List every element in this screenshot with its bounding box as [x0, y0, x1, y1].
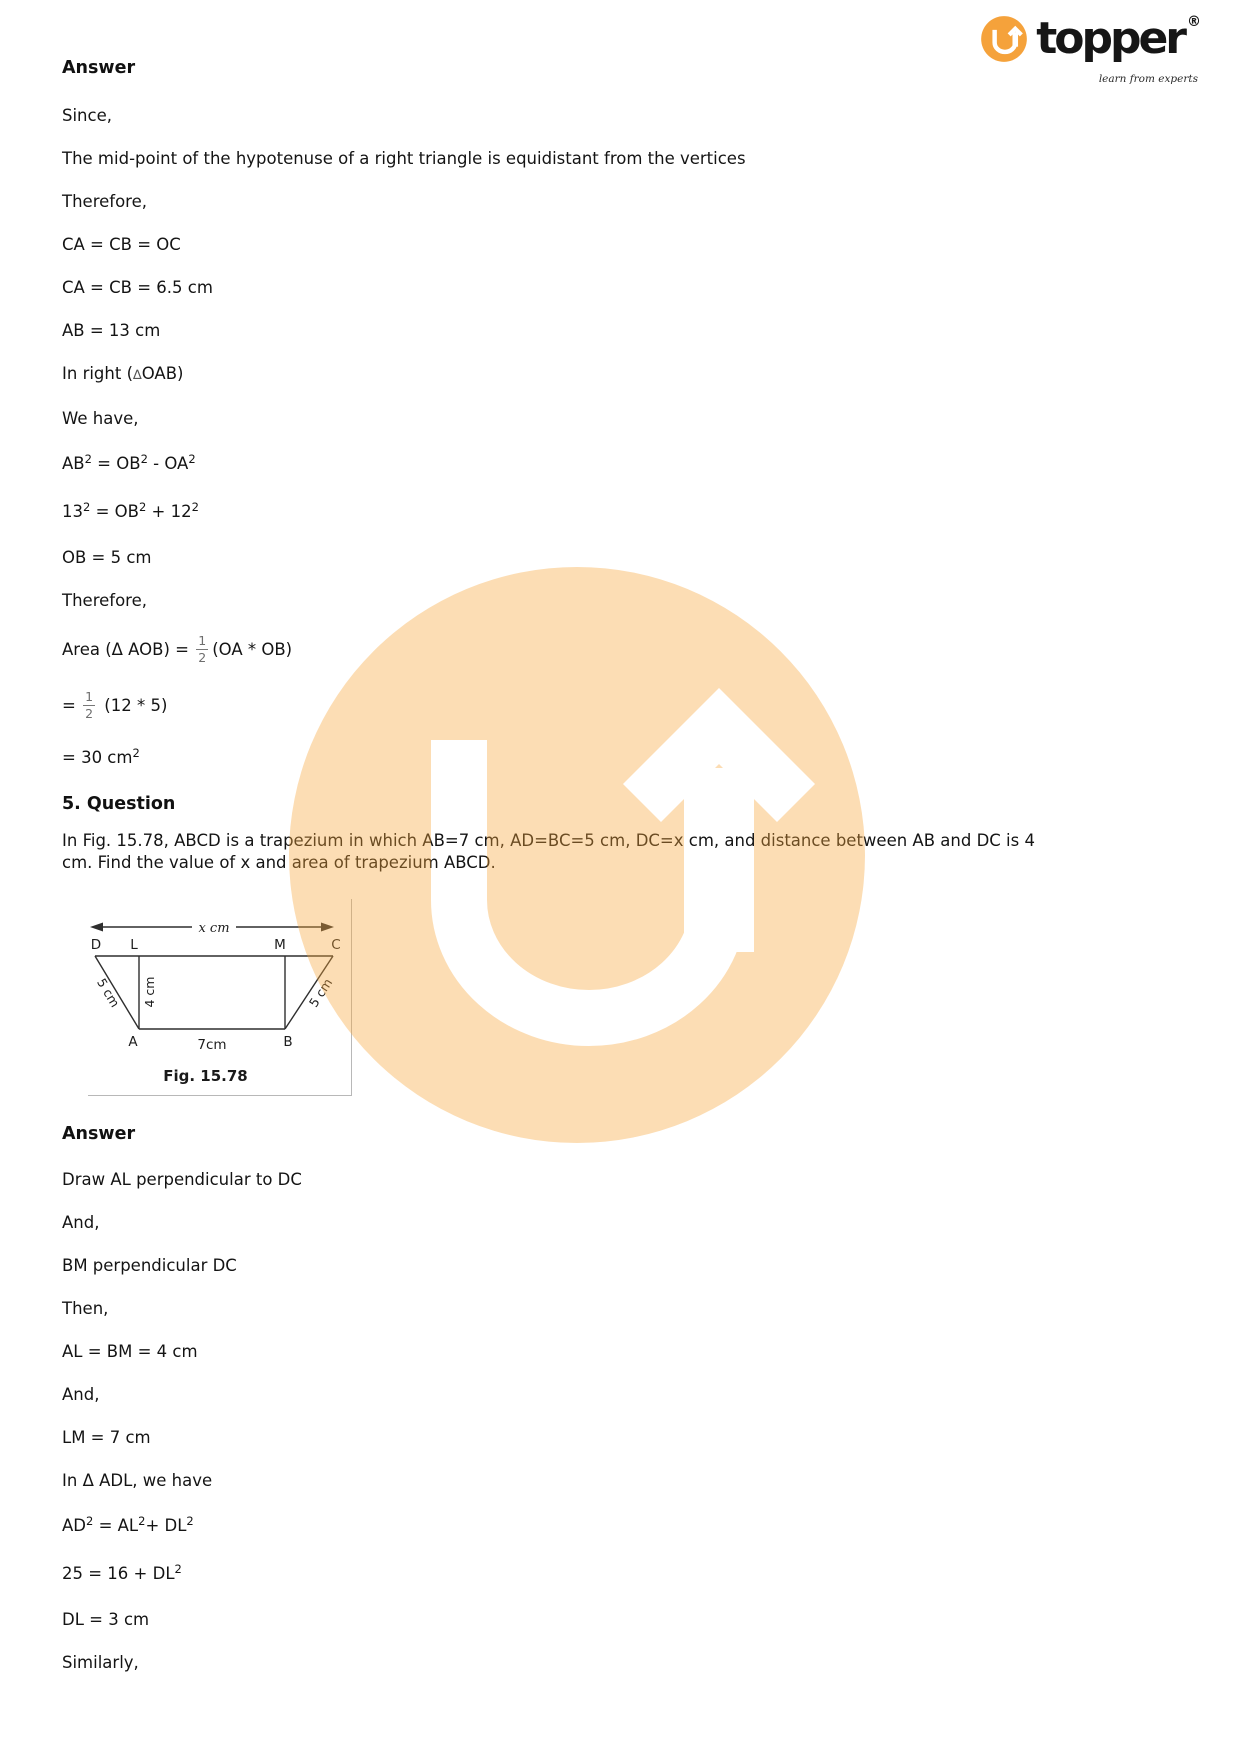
- vertex-label-m: M: [274, 937, 286, 953]
- question-5-heading: 5. Question: [62, 794, 176, 814]
- text-line: Area (Δ AOB) = $\frac{1}{2}$ (OA * OB): [62, 632, 293, 665]
- side-label-5cm-left: 5 cm: [94, 975, 123, 1010]
- text-line: AB = 13 cm: [62, 321, 161, 340]
- dim-label-x-cm: x cm: [198, 921, 230, 936]
- trapezium-edges: [95, 956, 336, 1029]
- text-line: $25 = 16 + DL^2$: [62, 1562, 182, 1583]
- text-line: Since,: [62, 106, 112, 125]
- text-line: Therefore,: [62, 591, 147, 610]
- text-line: And,: [62, 1213, 100, 1232]
- text-line: = $\frac{1}{2}$ (12 * 5): [62, 688, 168, 721]
- answer-q5-lines: [62, 1168, 1180, 1674]
- figure-15-78: [88, 899, 352, 1096]
- text-line: CA = CB = OC: [62, 235, 181, 254]
- brand-wordmark: topper: [1036, 13, 1184, 64]
- superscript: 2: [186, 1514, 194, 1529]
- question-5-text: In Fig. 15.78, ABCD is a trapezium in which AB=7 cm, AD=BC=5 cm, DC=x cm, and distance between AB and DC is 4 cm. Find the value of x and area of trapezium ABCD.: [62, 831, 1035, 872]
- superscript: 2: [188, 452, 196, 467]
- vertex-label-b: B: [283, 1034, 293, 1050]
- fraction: $\frac{1}{2}$: [85, 688, 94, 721]
- text-line: AL = BM = 4 cm: [62, 1342, 198, 1361]
- text-line: Draw AL perpendicular to DC: [62, 1170, 302, 1189]
- text-line: $13^2 = OB^2 + 12^2$: [62, 500, 199, 521]
- text-line: = 30 $cm^2$: [62, 746, 140, 767]
- text-line: The mid-point of the hypotenuse of a right triangle is equidistant from the vertices: [62, 149, 746, 168]
- superscript: 2: [140, 452, 148, 467]
- base-label-7cm: 7cm: [197, 1037, 227, 1053]
- text-line: $AD^2 = AL^2+ DL^2$: [62, 1514, 194, 1535]
- vertex-label-l: L: [130, 937, 138, 953]
- text-line: OB = 5 cm: [62, 548, 152, 567]
- arrowhead-right-icon: [321, 923, 334, 932]
- superscript: 2: [191, 500, 199, 515]
- text-line: In Δ ADL, we have: [62, 1471, 213, 1490]
- text-line: Then,: [62, 1299, 109, 1318]
- text-line: Similarly,: [62, 1653, 139, 1672]
- topper-logo: [981, 13, 1201, 85]
- text-line: BM perpendicular DC: [62, 1256, 237, 1275]
- text-line: DL = 3 cm: [62, 1610, 150, 1629]
- text-line: And,: [62, 1385, 100, 1404]
- trapezium-diagram: [88, 899, 351, 1061]
- superscript: 2: [138, 500, 147, 515]
- brand-tagline: learn from experts: [1098, 73, 1198, 85]
- text-line: CA = CB = 6.5 cm: [62, 278, 213, 297]
- superscript: 2: [83, 500, 91, 515]
- superscript: 2: [84, 452, 92, 467]
- u-arrow-logo-icon: [981, 16, 1027, 62]
- superscript: 2: [86, 1514, 94, 1529]
- superscript: 2: [132, 746, 140, 761]
- arrowhead-left-icon: [90, 923, 103, 932]
- text-line: Therefore,: [62, 192, 147, 211]
- triangle-symbol: ∆: [133, 368, 142, 383]
- figure-caption: Fig. 15.78: [163, 1067, 248, 1085]
- text-line: We have,: [62, 409, 139, 428]
- vertex-label-d: D: [90, 937, 102, 953]
- fraction: $\frac{1}{2}$: [198, 632, 207, 665]
- answer-heading-q5: Answer: [62, 1124, 136, 1144]
- height-label-4cm: 4 cm: [142, 976, 157, 1008]
- text-line: $AB^2 = OB^2 - OA^2$: [62, 452, 196, 473]
- answer-q4-lines: [62, 104, 1180, 772]
- superscript: 2: [174, 1562, 182, 1577]
- text-line: In right (∆OAB): [62, 364, 184, 383]
- registered-mark: ®: [1187, 14, 1201, 30]
- text-line: LM = 7 cm: [62, 1428, 151, 1447]
- vertex-label-a: A: [128, 1034, 138, 1050]
- side-label-5cm-right: 5 cm: [305, 975, 336, 1010]
- vertex-label-c: C: [331, 937, 341, 953]
- superscript: 2: [138, 1514, 146, 1529]
- answer-heading-q4: Answer: [62, 58, 136, 78]
